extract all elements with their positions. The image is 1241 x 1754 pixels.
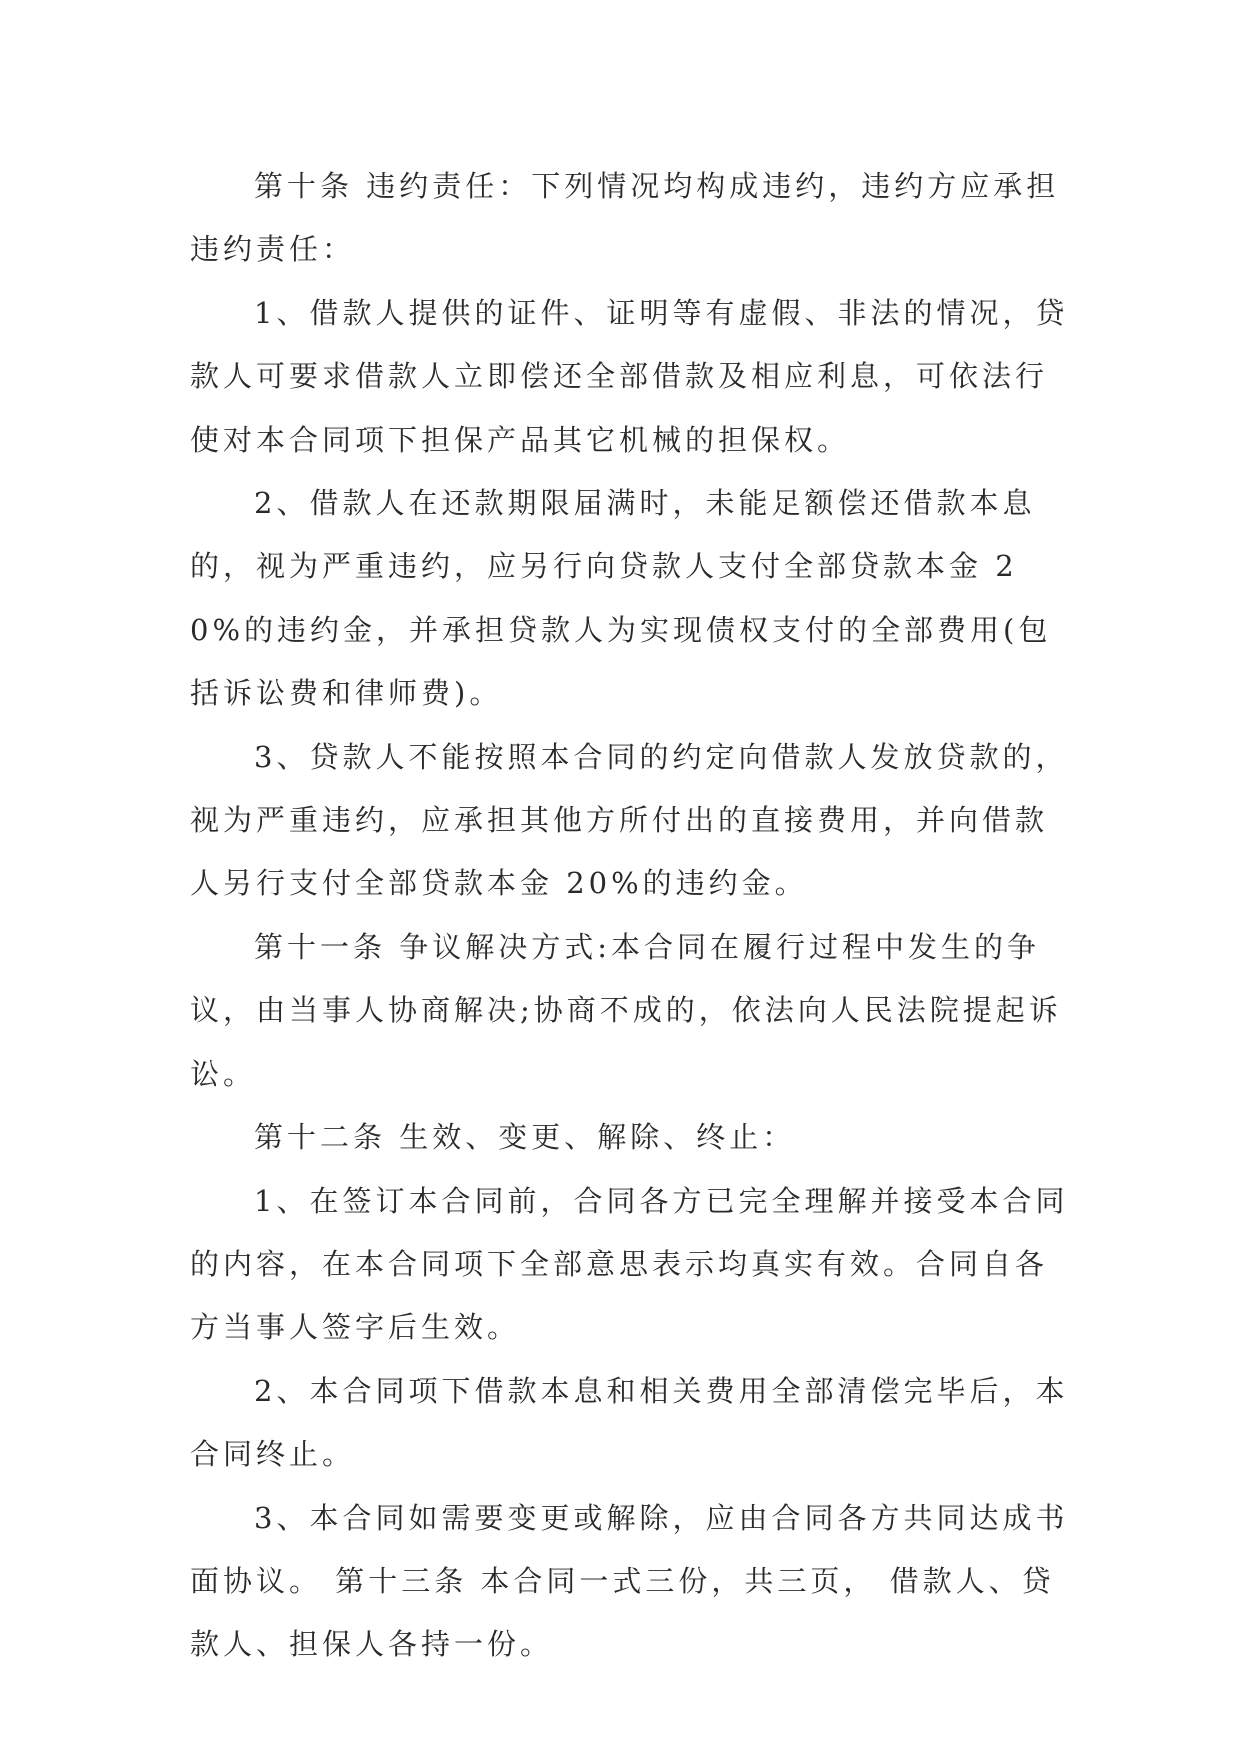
article-10-item-1: 1、借款人提供的证件、证明等有虚假、非法的情况，贷款人可要求借款人立即偿还全部借款及相应利息，可依法行使对本合同项下担保产品其它机械的担保权。 xyxy=(190,295,1069,457)
article-12-item-2: 2、本合同项下借款本息和相关费用全部清偿完毕后，本合同终止。 xyxy=(190,1373,1069,1472)
article-12-item-3-and-article-13: 3、本合同如需要变更或解除，应由合同各方共同达成书面协议。 第十三条 本合同一式三份，共三页， 借款人、贷款人、担保人各持一份。 xyxy=(190,1500,1069,1662)
article-10-item-2: 2、借款人在还款期限届满时，未能足额偿还借款本息的，视为严重违约，应另行向贷款人支付全部贷款本金 20%的违约金，并承担贷款人为实现债权支付的全部费用(包括诉讼费和律师费)。 xyxy=(190,486,1052,711)
article-10-item-3: 3、贷款人不能按照本合同的约定向借款人发放贷款的，视为严重违约，应承担其他方所付出的直接费用，并向借款人另行支付全部贷款本金 20%的违约金。 xyxy=(190,739,1069,901)
document-page xyxy=(190,155,1070,1677)
article-10-heading: 第十条 违约责任：下列情况均构成违约，违约方应承担违约责任： xyxy=(190,169,1060,267)
article-11: 第十一条 争议解决方式:本合同在履行过程中发生的争议，由当事人协商解决;协商不成的，依法向人民法院提起诉讼。 xyxy=(190,929,1062,1091)
article-12-item-1: 1、在签订本合同前，合同各方已完全理解并接受本合同的内容，在本合同项下全部意思表示均真实有效。合同自各方当事人签字后生效。 xyxy=(190,1183,1069,1345)
article-12-heading: 第十二条 生效、变更、解除、终止： xyxy=(254,1120,796,1155)
